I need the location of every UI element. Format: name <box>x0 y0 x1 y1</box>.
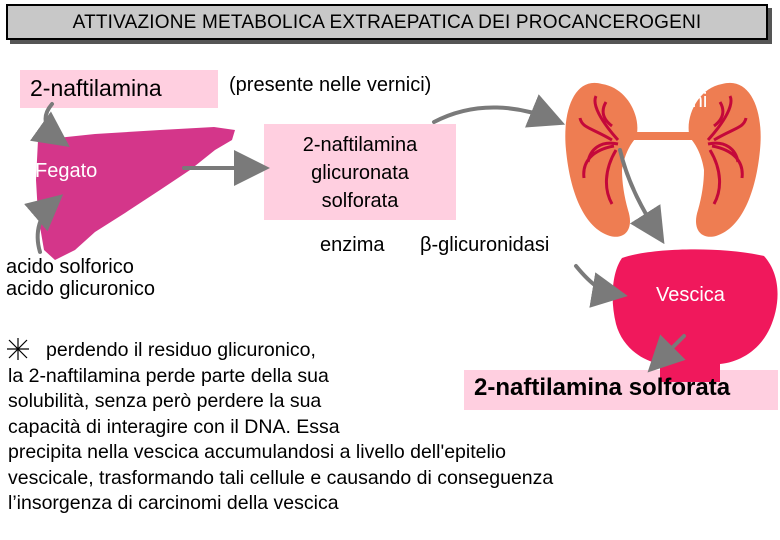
compound-label: 2-naftilamina <box>30 75 162 101</box>
liver-label: Fegato <box>35 160 98 182</box>
paragraph-line: vescicale, trasformando tali cellule e causando di conseguenza <box>8 466 554 489</box>
enzyme-name: β-glicuronidasi <box>420 234 550 256</box>
product-label: 2-naftilamina solforata <box>474 374 731 401</box>
paragraph-line: perdendo il residuo glicuronico, <box>46 339 316 361</box>
paragraph-line: precipita nella vescica accumulandosi a livello dell'epitelio <box>8 441 506 463</box>
paragraph-line: capacità di interagire con il DNA. Essa <box>8 415 340 438</box>
explanation-paragraph <box>8 338 778 517</box>
kidney-shape <box>565 83 760 237</box>
bladder-label: Vescica <box>656 284 725 306</box>
kidneys-label: reni <box>674 90 708 112</box>
paragraph-line: la 2-naftilamina perde parte della sua <box>8 364 329 387</box>
conjugate-label-line3: solforata <box>321 190 399 212</box>
paragraph-line: solubilità, senza però perdere la sua <box>8 390 322 412</box>
arrow-conjugate-to-kidneys <box>434 107 554 122</box>
arrow-enzyme-to-bladder <box>576 266 616 294</box>
source-note: (presente nelle vernici) <box>229 74 432 96</box>
paragraph-line: l’insorgenza di carcinomi della vescica <box>8 492 339 514</box>
acids-label-line2: acido glicuronico <box>6 278 155 300</box>
page-title: ATTIVAZIONE METABOLICA EXTRAEPATICA DEI PROCANCEROGENI <box>72 12 702 33</box>
acids-label-line1: acido solforico <box>6 256 134 278</box>
conjugate-label-line1: 2-naftilamina <box>302 134 418 156</box>
conjugate-label-line2: glicuronata <box>311 162 409 184</box>
liver-shape <box>36 127 235 260</box>
arrow-compound-to-liver <box>46 104 60 140</box>
enzyme-prefix: enzima <box>320 234 385 256</box>
